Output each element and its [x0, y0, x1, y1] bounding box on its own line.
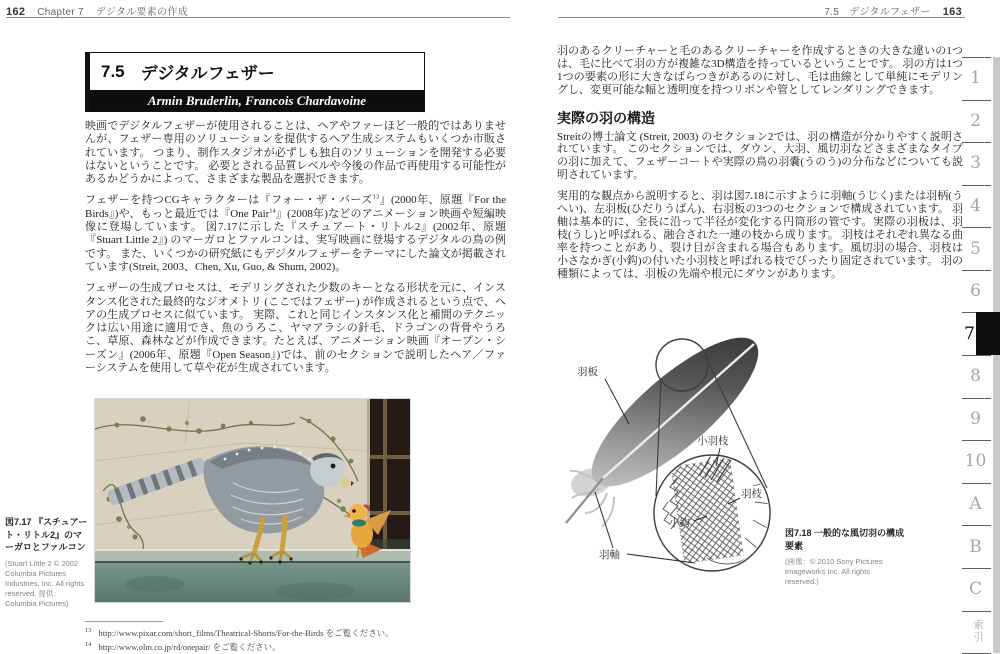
tab-label: C: [968, 579, 982, 600]
window: [367, 399, 410, 557]
label-barb: 羽枝: [741, 488, 762, 500]
footnote-divider: [85, 621, 163, 622]
footnote-text: http://www.olm.co.jp/rd/onepair/ をご覧ください。: [98, 642, 281, 652]
left-page-header: [6, 3, 511, 18]
tab-strip: [993, 57, 1000, 100]
right-header-section: 7.5 デジタルフェザー: [824, 7, 931, 18]
tab-label: 3: [970, 153, 981, 174]
tab-strip: [993, 270, 1000, 313]
figure-7-17-caption: [5, 516, 89, 609]
falcon-photo: [95, 399, 410, 602]
left-page-number: 162: [6, 6, 26, 18]
tab-label: 2: [970, 110, 981, 131]
tab-B: [962, 525, 1000, 568]
tab-label: 8: [970, 366, 981, 387]
tab-label: 5: [970, 238, 981, 259]
footnote-item: [85, 640, 509, 654]
tab-label: 索引: [972, 619, 984, 645]
tab-strip: [993, 525, 1000, 568]
tab-strip: [993, 142, 1000, 185]
right-text-column: [557, 45, 963, 281]
tab-3: [962, 142, 1000, 185]
paragraph: 映画でデジタルフェザーが使用されることは、ヘアやファーほど一般的ではありませんが、フェザー専用のソリューションを提供するヘア生成システムもいくつか市販されています。 つまり、制作スタジオが必ずしも独自のソリューションを開発する必要はないということです。 必要とされる品質レベルや今後の作品で再使用する可能性があるかどうかによって、さまざまな製品を選択できます。: [85, 120, 506, 186]
tab-label: A: [969, 494, 982, 515]
tab-1: [962, 57, 1000, 100]
tab-C: [962, 568, 1000, 611]
chapter-title: デジタル要素の作成: [95, 7, 188, 18]
tab-label: 10: [964, 451, 987, 472]
tab-index: [962, 611, 1000, 654]
section-number: 7.5: [101, 61, 125, 81]
tab-label: 4: [970, 196, 981, 217]
tab-8: [962, 355, 1000, 398]
tab-7-active: [962, 312, 1000, 355]
falcon-eye: [331, 464, 336, 469]
tab-strip: [993, 568, 1000, 611]
label-shaft: 羽軸: [599, 549, 620, 561]
figure-7-18-caption: [785, 527, 905, 587]
section-title: デジタルフェザー: [140, 64, 275, 83]
tab-A: [962, 483, 1000, 526]
footnotes: [85, 626, 509, 654]
footnote-number: 13: [85, 627, 92, 634]
tab-4: [962, 185, 1000, 228]
paragraph-text: フェザーを持つCGキャラクターは『フォー・ザ・バーズ: [85, 194, 373, 207]
feather-diagram: [557, 320, 807, 608]
paragraph-text: 』(2008年)などのアニメーション映画や短編映像に登場しています。 図7.17に示した『スチュアート・リトル2』(2002年、原題『Stuart Little 2』) のマーガロとファルコンは、実写映画に登場するデジタルの鳥の例です。 また、いくつかの研究紙にもデジタルフェザーをテーマにした論文が掲載されています(Streit, 2003、Chen, Xu, Guo, & Shum, 2002)。: [85, 207, 507, 273]
section-authors-bar: Armin Bruderlin, Francois Chardavoine: [90, 90, 424, 111]
tab-strip: [993, 440, 1000, 483]
paragraph: [85, 194, 506, 274]
tab-strip: [993, 100, 1000, 143]
margalo-scarf: [352, 519, 366, 526]
paragraph: Streitの博士論文 (Streit, 2003) のセクション2では、羽の構造が分かりやすく説明されています。 このセクションでは、ダウン、大羽、風切羽などさまざまなタイプの羽に加えて、フェザーコートや実際の鳥の羽嚢(うのう)の分布などについても説明されています。: [557, 130, 963, 182]
caption-text: 図7.18 一般的な風切羽の構成要素: [785, 528, 905, 551]
footnote-item: [85, 626, 509, 640]
label-vane: 羽板: [577, 366, 598, 378]
paragraph: フェザーの生成プロセスは、モデリングされた少数のキーとなる形状を元に、インスタンス化された最終的なジオメトリ (ここではフェザー) が作成されるという点で、ヘアの生成プロセスに似ています。 実際、これと同じインスタンス化と補間のテクニックは広い用途に適用でき、魚のうろこ、ヤマアラシの針毛、ドラゴンの背骨やうろこ、草原、森林などが作成できます。たとえば、アニメーション映画『オープン・シーズン』(2006年、原題『Open Season』)では、前のセクションで説明したヘア／ファーシステムを使用して草や花が生成されています。: [85, 282, 506, 375]
caption-credit: (画像：© 2010 Sony Pictures Imageworks Inc. All rights reserved.): [785, 557, 883, 586]
tab-label: 6: [970, 281, 981, 302]
subsection-heading: 実際の羽の構造: [557, 109, 655, 126]
tab-6: [962, 270, 1000, 313]
tab-strip: [993, 227, 1000, 270]
tab-label: 9: [970, 408, 981, 429]
tab-10: [962, 440, 1000, 483]
tab-strip: [976, 312, 1000, 355]
tab-label: 7: [964, 323, 975, 344]
tab-label: 1: [970, 68, 981, 89]
paragraph: 羽のあるクリーチャーと毛のあるクリーチャーを作成するときの大きな違いの1つは、毛に比べて羽の方が複雑な3D構造を持っているということです。 羽の方は1つ1つの要素の形に大きなばらつきがあるのに対し、毛は曲線として単純にモデリングし、変更可能な幅と透明度を持つリボンや管としてレンダリングできます。: [557, 45, 963, 96]
tab-5: [962, 227, 1000, 270]
label-barbule: 小羽枝: [697, 435, 729, 447]
footnote-number: 14: [85, 641, 92, 648]
tab-2: [962, 100, 1000, 143]
chapter-tabs: [962, 57, 1000, 653]
chapter-label: Chapter 7: [37, 7, 84, 18]
margalo-eye: [352, 509, 356, 513]
tab-label: B: [969, 536, 982, 557]
left-text-column: [85, 120, 506, 375]
tab-strip: [993, 185, 1000, 228]
tab-strip: [993, 483, 1000, 526]
right-page-header: [558, 3, 962, 18]
right-header-rule: [558, 17, 965, 18]
footnote-marker: 14: [269, 207, 276, 215]
caption-text: 図7.17 『スチュアート・リトル2』のマーガロとファルコン: [5, 517, 88, 552]
left-header-rule: [6, 17, 510, 18]
tab-9: [962, 398, 1000, 441]
right-page-number: 163: [942, 6, 962, 18]
section-title-box: [85, 52, 425, 112]
footnote-marker: 13: [372, 193, 380, 201]
label-hooklet: 小鈎: [669, 517, 690, 529]
section-title-row: [90, 53, 424, 90]
paragraph-text: 』(2000年、原題『For the Birds』)や、もっと最近では『One Pair: [85, 194, 506, 220]
footnote-text: http://www.pixar.com/short_films/Theatrical-Shorts/For-the-Birds をご覧ください。: [98, 628, 394, 638]
tab-strip: [993, 355, 1000, 398]
paragraph: 実用的な観点から説明すると、羽は図7.18に示すように羽軸(うじく)または羽柄(うへい)、左羽板(ひだりうばん)、右羽板の3つのセクションで構成されています。 羽軸は基本的に、全長に沿って半径が変化する円筒形の管です。実際の羽板は、羽枝(うし)と呼ばれる、融合された一連の枝から成ります。 羽枝はそれぞれ異なる曲率を持つことがあり、裂け目が含まれる場合もあります。風切羽の場合、羽枝は小さなかぎ(小鈎)の付いた小羽枝と呼ばれる枝でぴったり固定されています。 羽の種類によっては、羽板の先端や根元にダウンがあります。: [557, 190, 963, 280]
margalo-head: [349, 504, 367, 522]
tab-strip: [993, 611, 1000, 654]
caption-credit: (Stuart Little 2 © 2002 Columbia Pictures Industries, Inc. All rights reserved. 提供：Columbia Pictures): [5, 558, 85, 608]
tab-strip: [993, 398, 1000, 441]
